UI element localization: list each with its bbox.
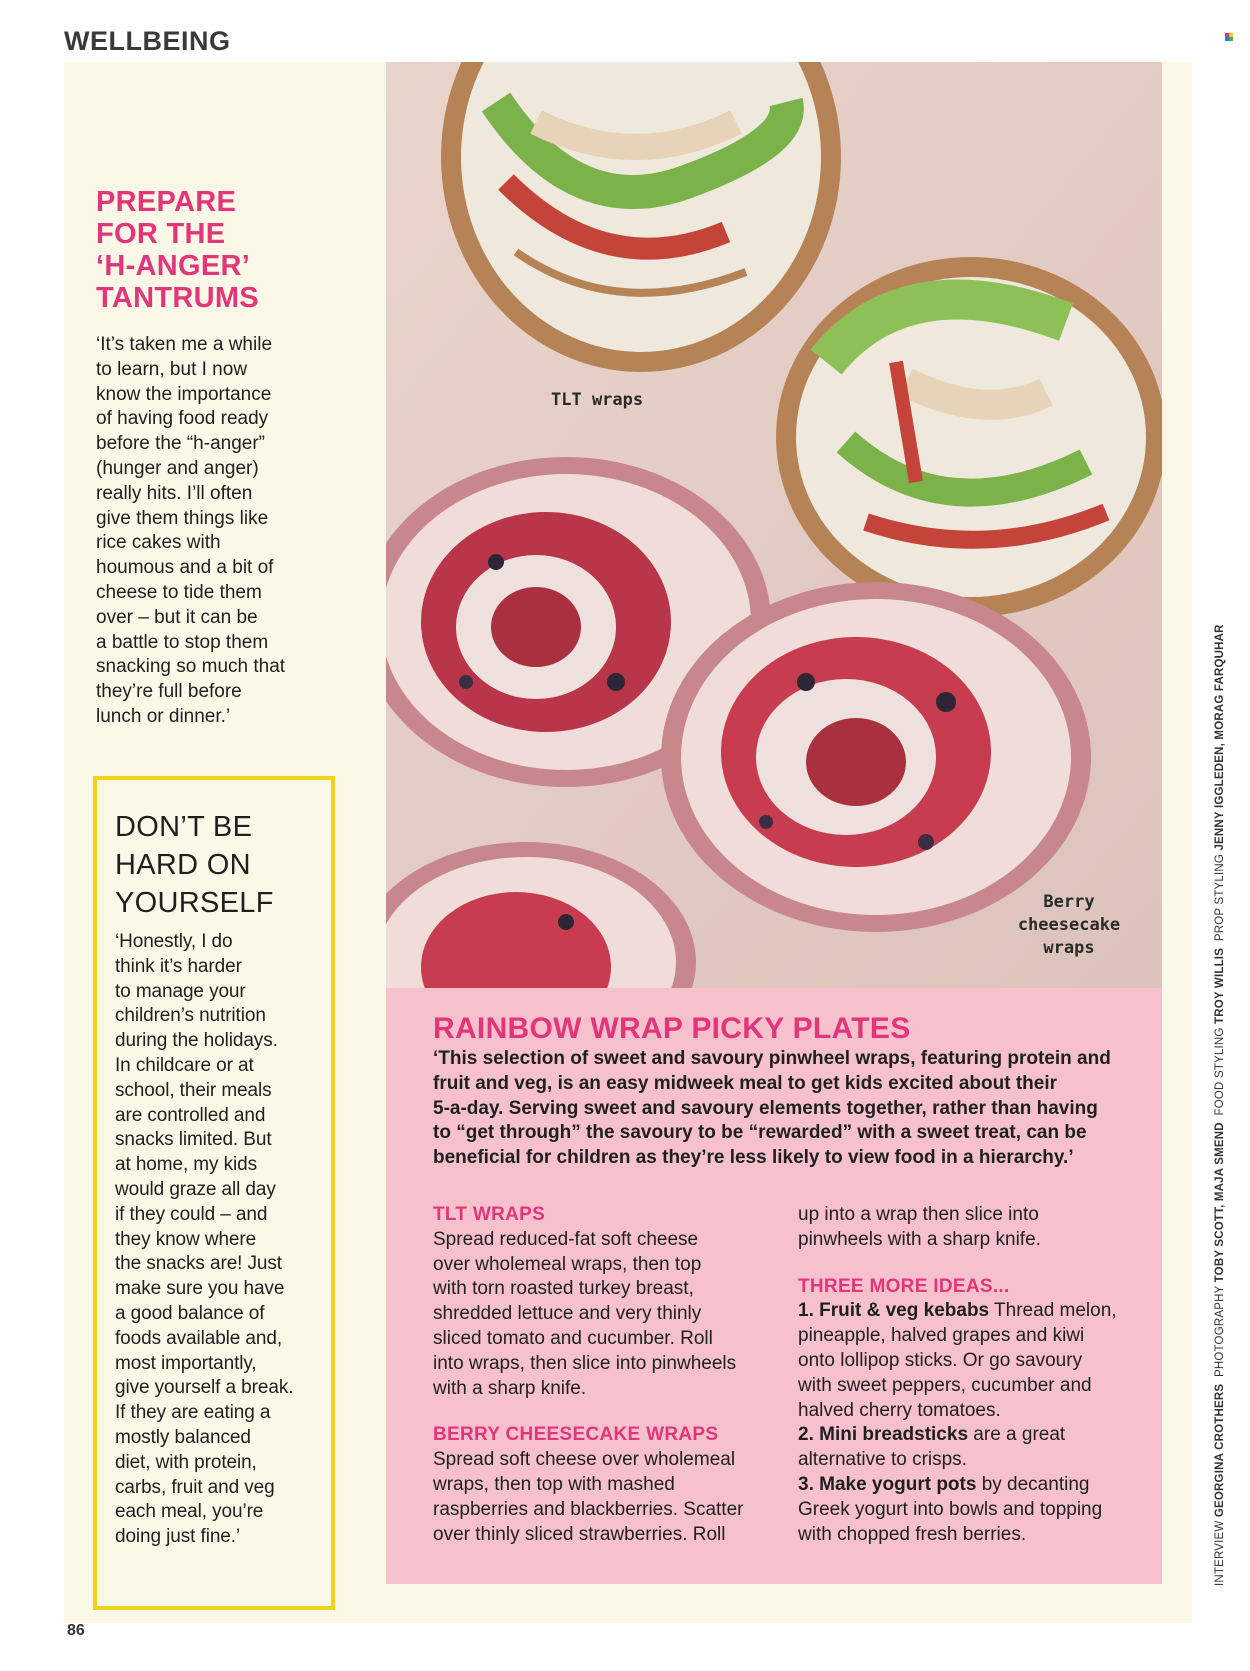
berry-method: Spread soft cheese over wholemeal wraps, then top with mashed raspberries and blackberries. Scatter over thinly sliced strawberries. Roll [433, 1449, 744, 1545]
dont-be-hard-box [93, 776, 335, 1610]
tlt-method: Spread reduced-fat soft cheese over wholemeal wraps, then top with torn roasted turkey breast, shredded lettuce and very thinly sliced tomato and cucumber. Roll into wraps, then slice into pinwheels with a sharp knife. [433, 1228, 737, 1399]
idea-item: 3. Make yogurt pots by decanting Greek yogurt into bowls and topping with chopped fresh berries. [798, 1473, 1103, 1545]
wraps-photo [386, 62, 1162, 988]
feature-intro: ‘This selection of sweet and savoury pinwheel wraps, featuring protein and fruit and veg, is an easy midweek meal to get kids excited about their 5-a-day. Serving sweet and savoury elements together, rather than having to “get through” the savoury to be “rewarded” with a sweet treat, can be beneficial for children as they’re less likely to view food in a hierarchy.’ [433, 1048, 1111, 1169]
idea-item: 1. Fruit & veg kebabs Thread melon, pineapple, halved grapes and kiwi onto lollipop sticks. Or go savoury with sweet peppers, cucumber and halved cherry tomatoes. [798, 1300, 1117, 1421]
ideas-heading: THREE MORE IDEAS... [798, 1275, 1010, 1297]
recipes-column [433, 1203, 793, 1547]
photo-credits: INTERVIEW GEORGINA CROTHERS PHOTOGRAPHY TOBY SCOTT, MAJA SMEND FOOD STYLING TROY WILLIS PROP STYLING JENNY IGGLEDEN, MORAG FARQUHAR [1214, 624, 1226, 1586]
berry-heading: BERRY CHEESECAKE WRAPS [433, 1424, 719, 1446]
idea-item: 2. Mini breadsticks are a great alternative to crisps. [798, 1424, 1066, 1471]
box-quote: ‘Honestly, I do think it’s harder to manage your children’s nutrition during the holidays. In childcare or at school, their meals are controlled and snacks limited. But at home, my kids would graze all day if they could – and they know where the snacks are! Just make sure you have a good balance of foods available and, most importantly, give yourself a break. If they are eating a mostly balanced diet, with protein, carbs, fruit and veg each meal, you’re doing just fine.’ [115, 931, 294, 1548]
tlt-caption: TLT wraps [551, 390, 644, 410]
feature-title: RAINBOW WRAP PICKY PLATES [433, 1012, 911, 1045]
page-number: 86 [67, 1622, 85, 1639]
berry-caption: Berry cheesecake wraps [1017, 892, 1121, 958]
ideas-column [798, 1203, 1158, 1547]
box-heading: DON’T BE HARD ON YOURSELF [115, 811, 274, 919]
berry-method-cont: up into a wrap then slice into pinwheels with a sharp knife. [798, 1204, 1041, 1250]
tlt-wrap-right [776, 257, 1162, 617]
h-anger-heading: PREPARE FOR THE ‘H-ANGER’ TANTRUMS [96, 186, 259, 314]
tlt-heading: TLT WRAPS [433, 1204, 546, 1225]
h-anger-quote: ‘It’s taken me a while to learn, but I now know the importance of having food ready before the “h-anger” (hunger and anger) really hits. I’ll often give them things like rice cakes with houmous and a bit of cheese to tide them over – but it can be a battle to stop them snacking so much that they’re full before lunch or dinner.’ [96, 334, 286, 727]
section-label: WELLBEING [64, 26, 231, 56]
h-anger-section [96, 186, 386, 730]
color-registration-mark [1225, 33, 1233, 41]
berry-wrap-right [661, 582, 1091, 932]
